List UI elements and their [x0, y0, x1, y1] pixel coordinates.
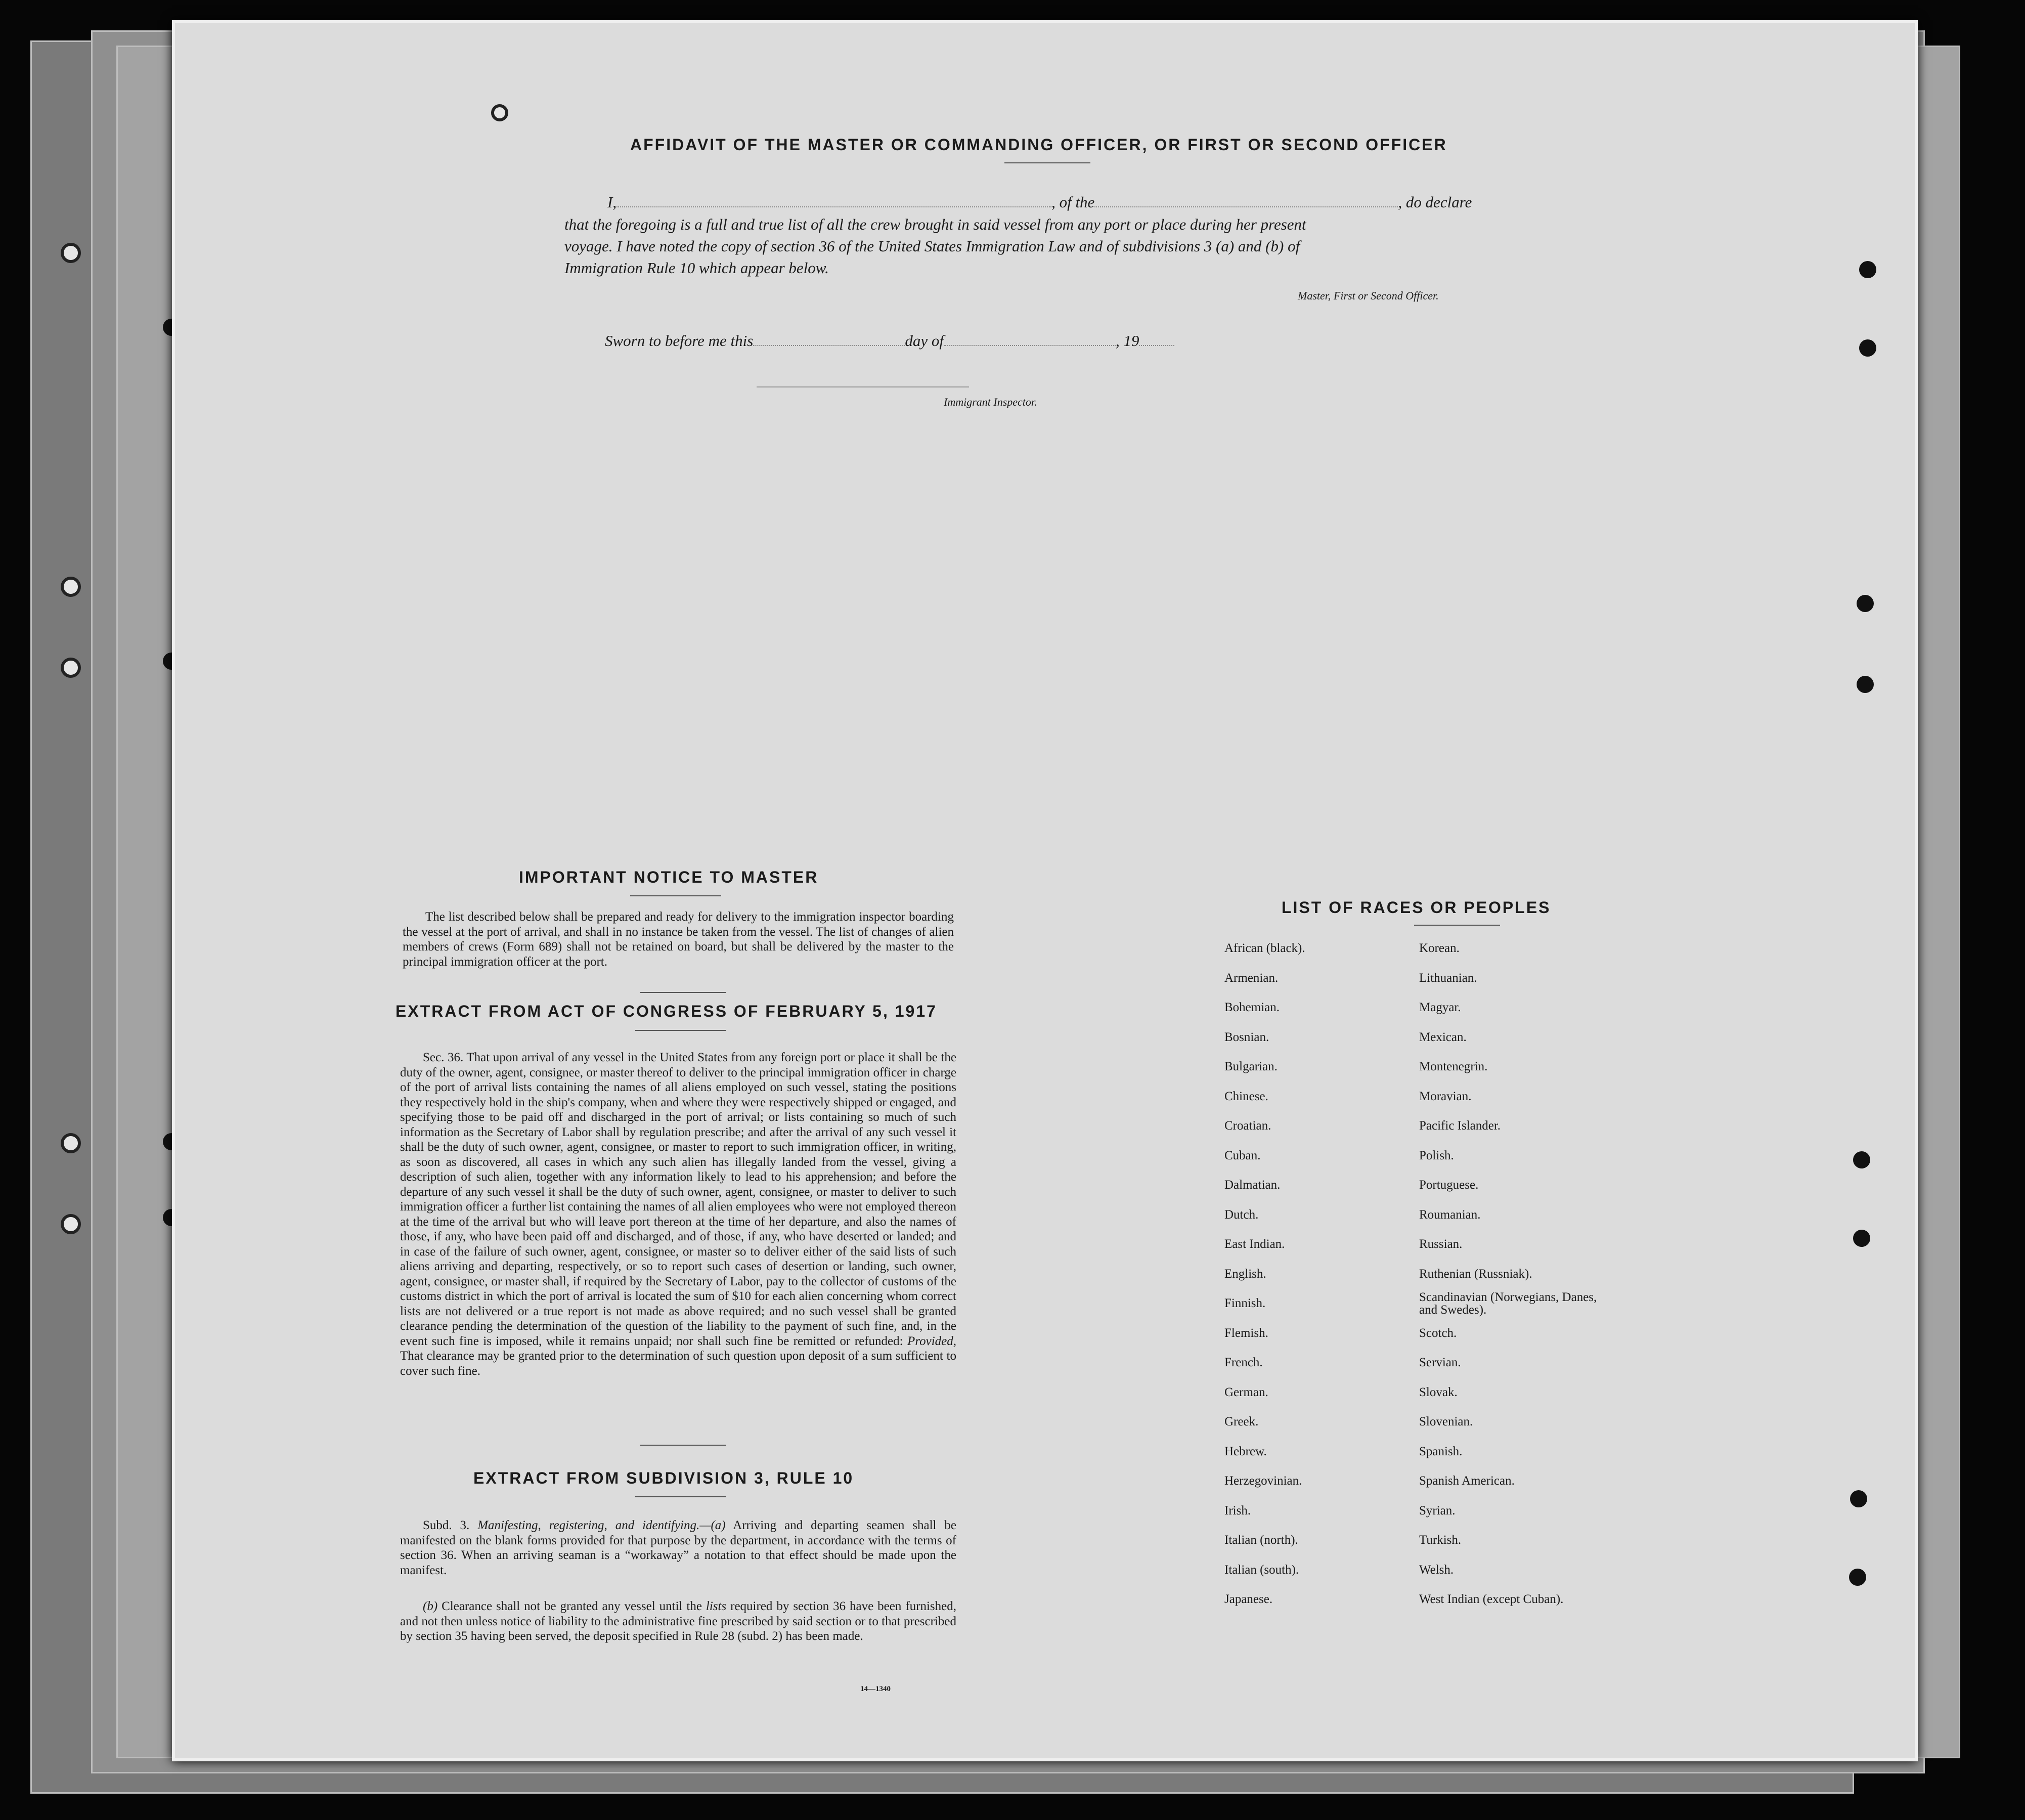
title-divider	[1004, 162, 1090, 163]
section-label: Sec. 36.	[423, 1051, 464, 1064]
inspector-signature-label: Immigrant Inspector.	[944, 396, 1037, 408]
day-of-label: day of	[905, 332, 944, 350]
declaration-line	[607, 193, 1472, 211]
race-item: Russian.	[1419, 1237, 1463, 1251]
race-item: English.	[1224, 1267, 1266, 1281]
race-item: Irish.	[1224, 1503, 1251, 1518]
subd-a-label: —(a)	[699, 1519, 726, 1532]
race-item: Syrian.	[1419, 1503, 1456, 1518]
race-item: Dalmatian.	[1224, 1178, 1281, 1192]
manifest-page	[172, 20, 1918, 1761]
races-right-column	[1419, 934, 1601, 1615]
race-item: Polish.	[1419, 1148, 1454, 1162]
act-bottom-divider	[640, 1445, 726, 1446]
year-label: , 19	[1115, 332, 1139, 350]
race-item: Scandinavian (Norwegians, Danes, and Swedes).	[1419, 1290, 1597, 1317]
declaration-text: that the foregoing is a full and true list of all the crew brought in said vessel from any port or place during her present	[564, 215, 1306, 233]
race-item: Servian.	[1419, 1356, 1461, 1369]
punch-hole	[1850, 1490, 1867, 1507]
race-item: Chinese.	[1224, 1089, 1268, 1103]
race-item: Italian (north).	[1224, 1533, 1298, 1547]
race-item: African (black).	[1224, 941, 1305, 955]
form-number: 14—1340	[860, 1685, 891, 1693]
subd-b-body-2: required by section 36 have been furnished, and not then unless notice of liability to the administrative fine prescribed by said section or to that prescribed by section 35 having been served, the deposit specified in Rule 28 (subd. 2) has been made.	[400, 1599, 956, 1643]
race-item: Armenian.	[1224, 971, 1279, 985]
subd-b-body-1: Clearance shall not be granted any vessel until the	[442, 1599, 702, 1613]
race-item: Slovenian.	[1419, 1415, 1473, 1428]
subd-label: Subd. 3.	[423, 1519, 470, 1532]
punch-hole	[1857, 595, 1874, 612]
binder-hole	[61, 1133, 81, 1153]
act-divider	[635, 1030, 726, 1031]
race-item: Korean.	[1419, 941, 1460, 955]
race-item: Herzegovinian.	[1224, 1474, 1302, 1488]
declaration-text: voyage. I have noted the copy of section 36 of the United States Immigration Law and of subdivisions 3 (a) and (b) of	[564, 237, 1300, 255]
punch-hole	[1859, 339, 1876, 357]
i-label: I,	[607, 193, 617, 211]
punch-hole	[491, 104, 508, 121]
section-body: That upon arrival of any vessel in the United States from any foreign port or place it shall be the duty of the owner, agent, consignee, or master thereof to deliver to the principal immigration officer in charge of the port of arrival lists containing the names of all aliens employed on such vessel, stating the positions they respectively hold in the ship's company, when and where they were respectively shipped or engaged, and specifying those to be paid off and discharged in the port of arrival; or lists containing so much of such information as the Secretary of Labor shall by regulation prescribe; and after the arrival of any such vessel it shall be the duty of such owner, agent, consignee, or master to report to such immigration officer, in writing, as soon as discovered, all cases in which any such alien has illegally landed from the vessel, giving a description of such alien, together with any information likely to lead to his apprehension; and before the departure of any such vessel it shall be the duty of such owner, agent, consignee, or master to deliver to such immigration officer a further list containing the names of all alien employees who were not employed thereon at the time of the arrival but who will leave port thereon at the time of her departure, and also the names of those, if any, who have been paid off and discharged, and of those, if any, who have deserted or landed; and in case of the failure of such owner, agent, consignee, or master so to deliver either of the said lists of such aliens arriving and departing, respectively, or so to report such cases of desertion or landing, such owner, agent, consignee, or master shall, if required by the Secretary of Labor, pay to the collector of customs of the customs district in which the port of arrival is located the sum of $10 for each alien concerning whom correct lists are not delivered or a true report is not made as above required; and no such vessel shall be granted clearance pending the determination of the question of the liability to the payment of such fine, and, in the event such fine is imposed, while it remains unpaid; nor shall such fine be remitted or refunded:	[400, 1051, 956, 1348]
race-item: Pacific Islander.	[1419, 1119, 1501, 1133]
race-item: Bosnian.	[1224, 1030, 1269, 1044]
races-divider	[1414, 925, 1500, 926]
race-item: Lithuanian.	[1419, 971, 1477, 985]
race-item: Croatian.	[1224, 1119, 1271, 1133]
binder-hole	[61, 1214, 81, 1234]
binder-hole	[61, 243, 81, 263]
subd-heading: Manifesting, registering, and identifying.	[477, 1519, 700, 1532]
sworn-line	[605, 332, 1174, 350]
race-item: Ruthenian (Russniak).	[1419, 1267, 1532, 1281]
race-item: Welsh.	[1419, 1563, 1454, 1577]
race-item: Greek.	[1224, 1415, 1259, 1428]
race-item: Scotch.	[1419, 1326, 1457, 1340]
race-item: Finnish.	[1224, 1296, 1266, 1310]
rule-subd-a-text	[400, 1518, 956, 1578]
sworn-label: Sworn to before me this	[605, 332, 754, 350]
subd-b-label: (b)	[423, 1599, 438, 1613]
race-item: Bulgarian.	[1224, 1060, 1278, 1073]
declaration-text: Immigration Rule 10 which appear below.	[564, 259, 829, 277]
of-the-label: , of the	[1051, 193, 1095, 211]
race-item: Moravian.	[1419, 1089, 1472, 1103]
race-item: Italian (south).	[1224, 1563, 1299, 1577]
race-item: Spanish.	[1419, 1444, 1463, 1458]
races-title: LIST OF RACES OR PEOPLES	[1282, 898, 1551, 917]
inspector-signature-line	[757, 386, 969, 387]
race-item: Portuguese.	[1419, 1178, 1479, 1192]
section-body-end: That clearance may be granted prior to the determination of such question upon deposit of a sum sufficient to cover such fine.	[400, 1349, 956, 1378]
race-item: Japanese.	[1224, 1592, 1273, 1606]
races-left-column	[1224, 934, 1305, 1615]
notice-bottom-divider	[640, 992, 726, 993]
sworn-month-field[interactable]	[944, 345, 1116, 346]
race-item: East Indian.	[1224, 1237, 1285, 1251]
notice-text: The list described below shall be prepared and ready for delivery to the immigration inspector boarding the vessel at the port of arrival, and shall in no instance be taken from the vessel. The list of changes of alien members of crews (Form 689) shall not be retained on board, but shall be delivered by the master to the principal immigration officer at the port.	[403, 910, 954, 969]
officer-name-field[interactable]	[617, 206, 1051, 207]
punch-hole	[1859, 261, 1876, 278]
race-item: Montenegrin.	[1419, 1060, 1488, 1073]
race-item: Dutch.	[1224, 1207, 1259, 1222]
provided-label: Provided,	[907, 1334, 957, 1348]
act-extract-title: EXTRACT FROM ACT OF CONGRESS OF FEBRUARY 5, 1917	[395, 1002, 937, 1020]
notice-title: IMPORTANT NOTICE TO MASTER	[519, 868, 819, 886]
race-item: Magyar.	[1419, 1001, 1461, 1014]
race-item: West Indian (except Cuban).	[1419, 1592, 1564, 1606]
subd-a-body: Arriving and departing seamen shall be manifested on the blank forms provided for that purpose by the department, in accordance with the terms of section 36. When an arriving seaman is a “workaway” a notation to that effect should be made upon the manifest.	[400, 1519, 956, 1577]
do-declare-label: , do declare	[1398, 193, 1472, 211]
race-item: Spanish American.	[1419, 1474, 1515, 1488]
binder-hole	[61, 577, 81, 597]
vessel-name-field[interactable]	[1094, 206, 1398, 207]
race-item: Turkish.	[1419, 1533, 1462, 1547]
sworn-year-field[interactable]	[1139, 345, 1174, 346]
rule-subd-b-text	[400, 1599, 956, 1644]
rule-extract-title: EXTRACT FROM SUBDIVISION 3, RULE 10	[473, 1469, 854, 1487]
notice-divider	[630, 895, 721, 896]
punch-hole	[1849, 1569, 1866, 1586]
affidavit-title: AFFIDAVIT OF THE MASTER OR COMMANDING OFFICER, OR FIRST OR SECOND OFFICER	[630, 136, 1447, 154]
master-signature-label: Master, First or Second Officer.	[1298, 289, 1439, 302]
race-item: Mexican.	[1419, 1030, 1467, 1044]
race-item: Hebrew.	[1224, 1444, 1267, 1458]
race-item: Bohemian.	[1224, 1001, 1280, 1014]
subd-b-lists: lists	[706, 1599, 727, 1613]
race-item: Cuban.	[1224, 1148, 1261, 1162]
punch-hole	[1853, 1230, 1870, 1247]
race-item: Roumanian.	[1419, 1207, 1481, 1222]
sworn-day-field[interactable]	[753, 345, 905, 346]
race-item: Flemish.	[1224, 1326, 1268, 1340]
race-item: German.	[1224, 1385, 1268, 1399]
punch-hole	[1857, 676, 1874, 693]
race-item: French.	[1224, 1356, 1263, 1369]
section-36-text	[400, 1050, 956, 1378]
race-item: Slovak.	[1419, 1385, 1458, 1399]
punch-hole	[1853, 1151, 1870, 1168]
binder-hole	[61, 658, 81, 678]
rule-divider	[635, 1496, 726, 1497]
